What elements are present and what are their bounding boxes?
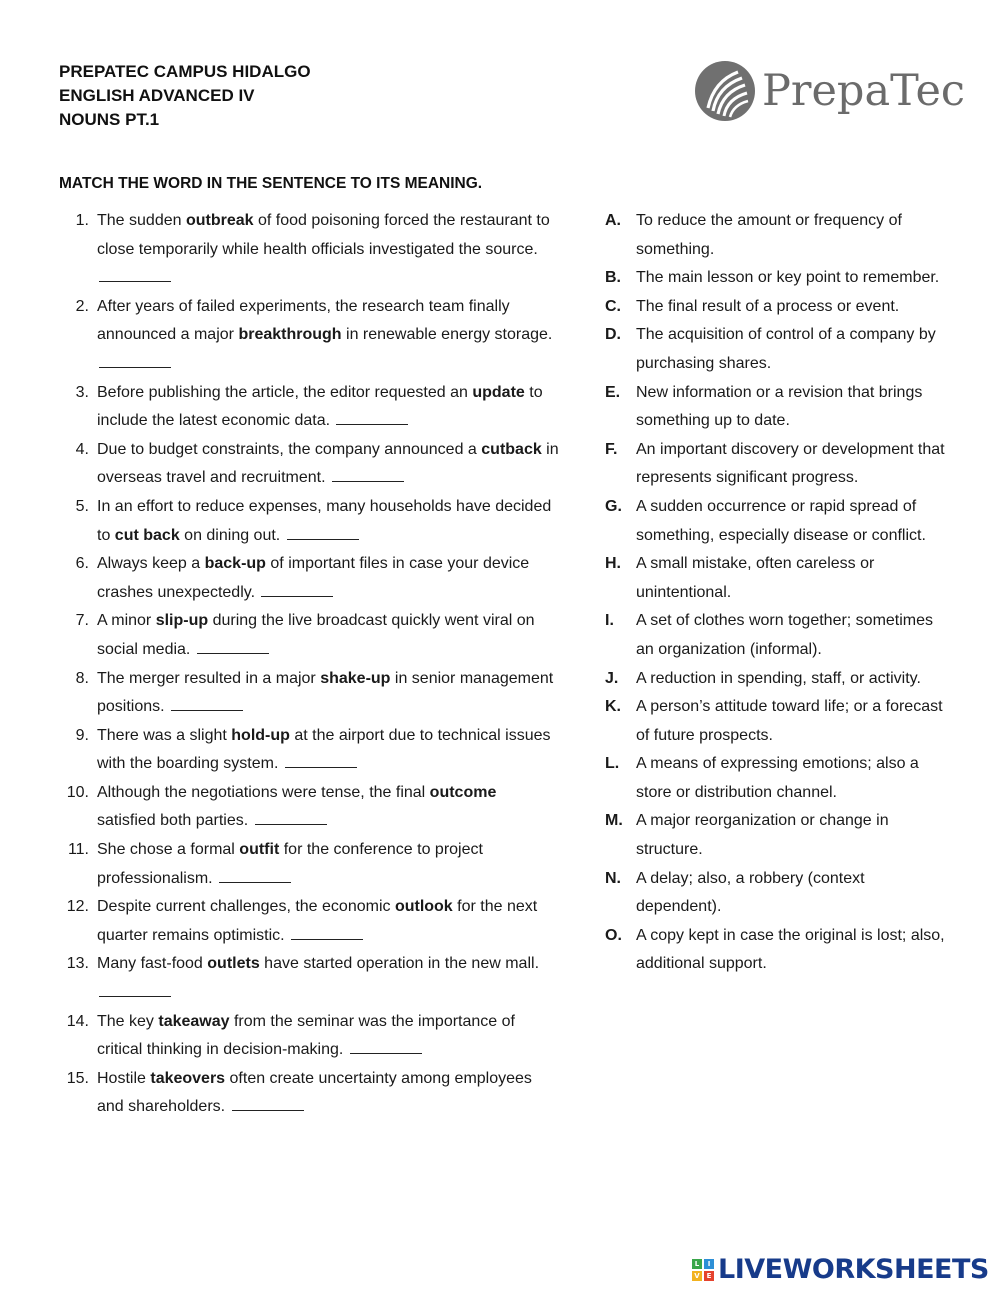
sentence-number: 14. xyxy=(66,1012,89,1030)
logo-text: PrepaTec xyxy=(762,65,965,116)
sentence-after: have started operation in the new mall. xyxy=(259,955,540,973)
meaning-letter: C. xyxy=(605,297,621,315)
meaning-item xyxy=(605,264,945,293)
answer-blank[interactable] xyxy=(171,696,243,711)
meaning-item xyxy=(605,607,945,664)
sentence-item xyxy=(59,950,559,1007)
sentence-after: on dining out. xyxy=(179,526,285,544)
sentence-after: of food poisoning forced the restaurant to close temporarily while health officials investigated the source. xyxy=(97,212,550,258)
meaning-letter: I. xyxy=(605,612,614,630)
sentence-item xyxy=(59,207,559,293)
sentence-text xyxy=(97,379,559,436)
sentence-before: A minor xyxy=(97,612,156,630)
meaning-letter: B. xyxy=(605,269,621,287)
answer-blank[interactable] xyxy=(285,753,357,768)
sentence-after: to include the latest economic data. xyxy=(97,383,543,430)
sentence-text xyxy=(97,722,559,779)
sentence-item xyxy=(59,493,559,550)
meaning-text: A person’s attitude toward life; or a forecast of future prospects. xyxy=(636,698,943,744)
sentence-after: of important files in case your device crashes unexpectedly. xyxy=(97,555,530,601)
liveworksheets-grid-cell: I xyxy=(704,1259,714,1269)
target-word: cut back xyxy=(114,526,180,544)
meaning-text: New information or a revision that brings something up to date. xyxy=(636,383,923,430)
sentence-text xyxy=(97,779,559,836)
sentence-before: Due to budget constraints, the company announced a xyxy=(97,440,482,458)
answer-blank[interactable] xyxy=(255,810,327,825)
sentence-number: 8. xyxy=(75,669,89,687)
sentence-number: 13. xyxy=(66,955,89,973)
answer-blank[interactable] xyxy=(336,410,408,425)
sentence-text xyxy=(97,1065,559,1122)
meaning-letter: K. xyxy=(605,698,621,716)
meaning-text: A means of expressing emotions; also a store or distribution channel. xyxy=(636,755,919,801)
meaning-item xyxy=(605,807,945,864)
meaning-item xyxy=(605,436,945,493)
meaning-item xyxy=(605,321,945,378)
answer-blank[interactable] xyxy=(291,925,363,940)
sentence-item xyxy=(59,722,559,779)
meaning-text: The main lesson or key point to remember. xyxy=(636,269,940,287)
target-word: outlets xyxy=(207,955,260,973)
sentence-text xyxy=(97,293,559,379)
sentence-item xyxy=(59,893,559,950)
sentence-after: during the live broadcast quickly went viral on social media. xyxy=(97,612,535,658)
sentence-text xyxy=(97,207,559,293)
meaning-letter: E. xyxy=(605,383,621,401)
sentence-before: Before publishing the article, the editor requested an xyxy=(97,383,473,401)
sentence-after: for the next quarter remains optimistic. xyxy=(97,898,538,944)
meaning-item xyxy=(605,750,945,807)
target-word: outfit xyxy=(239,841,280,859)
meaning-text: An important discovery or development that represents significant progress. xyxy=(636,440,945,487)
sentence-number: 2. xyxy=(75,297,89,315)
meaning-letter: O. xyxy=(605,926,622,944)
target-word: outbreak xyxy=(185,212,254,229)
course-name: ENGLISH ADVANCED IV xyxy=(59,86,255,105)
meaning-letter: D. xyxy=(605,326,621,344)
school-name: PREPATEC CAMPUS HIDALGO xyxy=(59,62,311,81)
sentence-before: The sudden xyxy=(97,212,186,229)
sentence-item xyxy=(59,379,559,436)
sentence-number: 10. xyxy=(66,783,89,801)
sentence-text xyxy=(97,950,559,1007)
liveworksheets-logo xyxy=(692,1254,989,1285)
target-word: breakthrough xyxy=(238,326,342,344)
sentence-before: Many fast-food xyxy=(97,955,208,973)
sentence-number: 3. xyxy=(75,383,89,401)
sentence-before: The merger resulted in a major xyxy=(97,669,321,687)
target-word: back-up xyxy=(204,555,266,573)
sentence-text xyxy=(97,436,559,493)
sentence-item xyxy=(59,779,559,836)
target-word: shake-up xyxy=(320,669,391,687)
sentence-item xyxy=(59,665,559,722)
meaning-text: A delay; also, a robbery (context dependent). xyxy=(636,869,865,916)
answer-blank[interactable] xyxy=(332,467,404,482)
meaning-item xyxy=(605,922,945,979)
sentence-item xyxy=(59,436,559,493)
meaning-item xyxy=(605,293,945,322)
meaning-letter: A. xyxy=(605,212,621,229)
sentence-text xyxy=(97,836,559,893)
sentence-after: at the airport due to technical issues with the boarding system. xyxy=(97,726,551,773)
meaning-letter: G. xyxy=(605,497,622,515)
meaning-letter: J. xyxy=(605,669,619,687)
meaning-item xyxy=(605,207,945,264)
sentence-number: 11. xyxy=(67,841,89,859)
sentence-before: The key xyxy=(97,1012,159,1030)
worksheet-header xyxy=(59,60,311,132)
target-word: hold-up xyxy=(231,726,290,744)
meaning-item xyxy=(605,379,945,436)
sentence-text xyxy=(97,665,559,722)
meaning-text: The final result of a process or event. xyxy=(636,297,900,315)
meaning-text: A reduction in spending, staff, or activity. xyxy=(636,669,921,687)
sentence-item xyxy=(59,607,559,664)
sentence-text xyxy=(97,1008,559,1065)
meaning-letter: L. xyxy=(605,755,620,773)
meaning-item xyxy=(605,493,945,550)
target-word: outlook xyxy=(394,898,453,916)
sentence-before: Despite current challenges, the economic xyxy=(97,898,395,916)
sentence-before: There was a slight xyxy=(97,726,232,744)
meaning-item xyxy=(605,665,945,694)
sentence-number: 15. xyxy=(66,1069,89,1087)
meaning-list xyxy=(605,207,945,979)
sentence-text xyxy=(97,607,559,664)
sentence-text xyxy=(97,493,559,550)
target-word: update xyxy=(472,383,525,401)
sentence-before: In an effort to reduce expenses, many households have decided to xyxy=(97,497,552,544)
sentence-item xyxy=(59,293,559,379)
meaning-item xyxy=(605,693,945,750)
target-word: outcome xyxy=(429,783,497,801)
liveworksheets-grid-cell: E xyxy=(704,1271,714,1281)
sentence-text xyxy=(97,550,559,607)
answer-blank[interactable] xyxy=(261,582,333,597)
sentence-before: Although the negotiations were tense, the final xyxy=(97,783,430,801)
meaning-letter: M. xyxy=(605,812,623,830)
meaning-text: A major reorganization or change in structure. xyxy=(636,812,889,859)
answer-blank[interactable] xyxy=(197,639,269,654)
answer-blank[interactable] xyxy=(99,982,171,997)
meaning-letter: H. xyxy=(605,555,621,573)
sentence-before: She chose a formal xyxy=(97,841,240,859)
prepatec-logo xyxy=(694,60,965,122)
sentence-item xyxy=(59,836,559,893)
sentence-before: Hostile xyxy=(97,1069,151,1087)
sentence-after: in senior management positions. xyxy=(97,669,554,716)
answer-blank[interactable] xyxy=(219,868,291,883)
target-word: takeovers xyxy=(150,1069,226,1087)
answer-blank[interactable] xyxy=(99,353,171,368)
sentence-number: 6. xyxy=(75,555,89,573)
meaning-item xyxy=(605,865,945,922)
sentence-list xyxy=(59,207,559,1122)
prepatec-flame-icon xyxy=(694,60,756,122)
sentence-after: often create uncertainty among employees and shareholders. xyxy=(97,1069,532,1116)
sentence-item xyxy=(59,550,559,607)
sentence-after: in renewable energy storage. xyxy=(341,326,553,344)
meaning-letter: N. xyxy=(605,869,621,887)
instruction-heading: MATCH THE WORD IN THE SENTENCE TO ITS MEANING. xyxy=(59,175,483,192)
meaning-text: A copy kept in case the original is lost; also, additional support. xyxy=(636,926,945,973)
liveworksheets-grid-icon xyxy=(692,1259,714,1281)
target-word: slip-up xyxy=(155,612,209,630)
sentence-before: Always keep a xyxy=(97,555,205,573)
answer-blank[interactable] xyxy=(232,1096,304,1111)
answer-blank[interactable] xyxy=(287,525,359,540)
sentence-after: for the conference to project professionalism. xyxy=(97,841,483,887)
answer-blank[interactable] xyxy=(99,267,171,282)
target-word: takeaway xyxy=(158,1012,230,1030)
sentence-after: from the seminar was the importance of critical thinking in decision-making. xyxy=(97,1012,515,1059)
meaning-text: A sudden occurrence or rapid spread of something, especially disease or conflict. xyxy=(636,497,926,544)
sentence-item xyxy=(59,1065,559,1122)
meaning-text: To reduce the amount or frequency of something. xyxy=(636,212,902,258)
sentence-number: 7. xyxy=(75,612,89,630)
meaning-text: The acquisition of control of a company by purchasing shares. xyxy=(636,326,936,372)
meaning-letter: F. xyxy=(605,440,618,458)
liveworksheets-grid-cell: L xyxy=(692,1259,702,1269)
sentence-before: After years of failed experiments, the research team finally announced a major xyxy=(97,297,510,344)
sentence-number: 4. xyxy=(75,440,89,458)
liveworksheets-grid-cell: V xyxy=(692,1271,702,1281)
meaning-item xyxy=(605,550,945,607)
sentence-after: in overseas travel and recruitment. xyxy=(97,440,559,487)
liveworksheets-brand: LIVEWORKSHEETS xyxy=(718,1254,989,1285)
sentence-text xyxy=(97,893,559,950)
sentence-number: 12. xyxy=(66,898,89,916)
answer-blank[interactable] xyxy=(350,1039,422,1054)
sentence-item xyxy=(59,1008,559,1065)
meaning-text: A set of clothes worn together; sometimes an organization (informal). xyxy=(636,612,934,658)
sentence-number: 5. xyxy=(75,497,89,515)
sentence-number: 1. xyxy=(75,212,89,229)
sentence-number: 9. xyxy=(75,726,89,744)
sentence-after: satisfied both parties. xyxy=(97,812,253,830)
meaning-text: A small mistake, often careless or unintentional. xyxy=(636,555,875,601)
worksheet-title: NOUNS PT.1 xyxy=(59,110,160,129)
target-word: cutback xyxy=(481,440,542,458)
